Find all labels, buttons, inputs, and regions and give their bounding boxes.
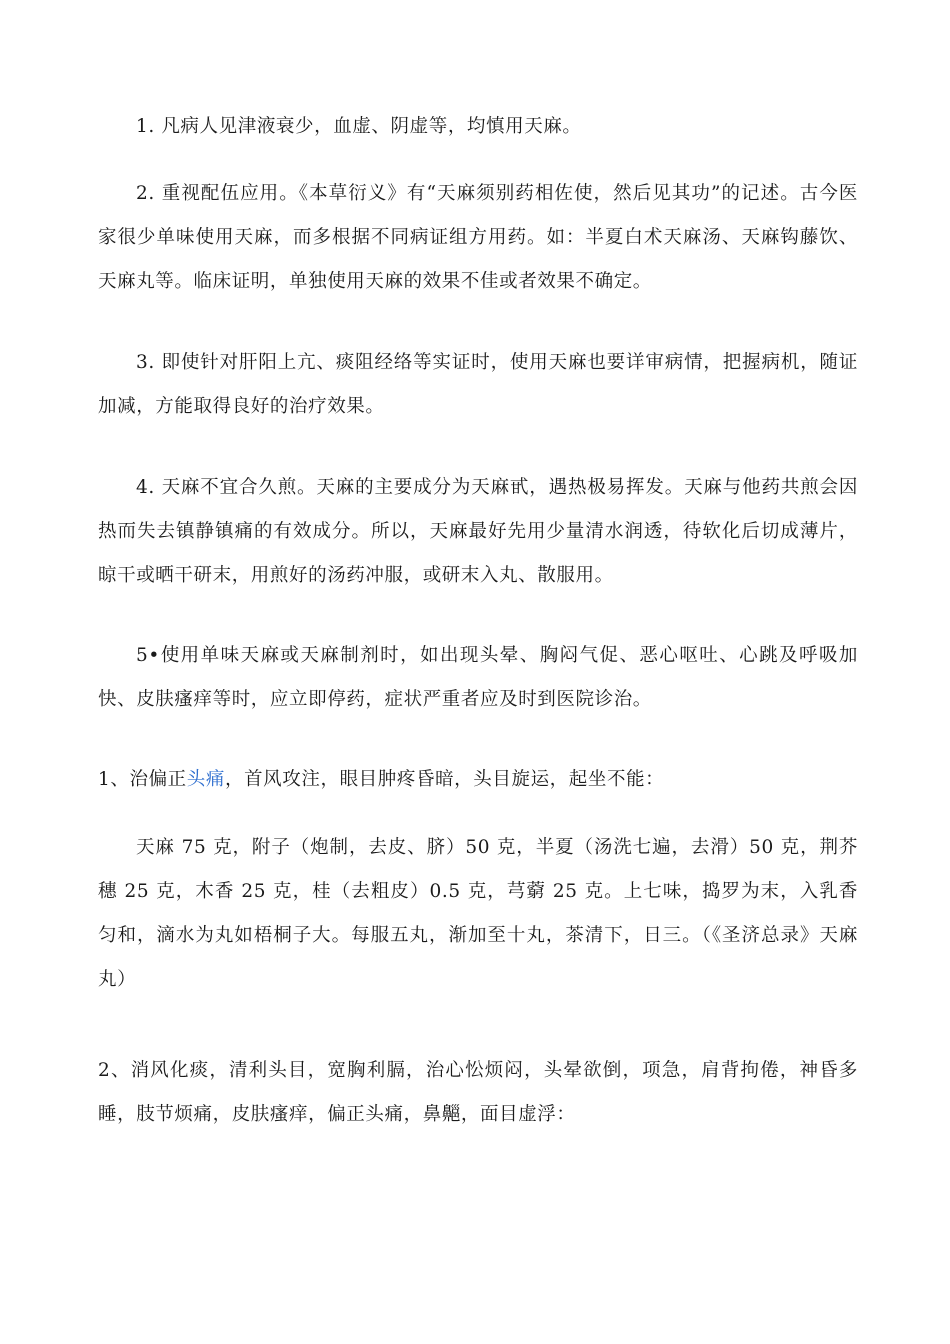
remedy-1-suffix: ，首风攻注，眼目肿疼昏暗，头目旋运，起坐不能： [224, 769, 665, 790]
headache-link[interactable]: 头痛 [186, 769, 225, 790]
remedy-1-prefix: 1、治偏正 [98, 769, 187, 790]
caution-item-5: 5•使用单味天麻或天麻制剂时，如出现头晕、胸闷气促、恶心呕吐、心跳及呼吸加快、皮肤瘙痒等时，应立即停药，症状严重者应及时到医院诊治。 [98, 645, 858, 710]
remedy-1-heading [98, 758, 858, 802]
remedy-2-heading: 2、消风化痰，清利头目，宽胸利膈，治心忪烦闷，头晕欲倒，项急，肩背拘倦，神昏多睡，肢节烦痛，皮肤瘙痒，偏正头痛，鼻齆，面目虚浮： [98, 1060, 858, 1125]
caution-item-2: 2. 重视配伍应用。《本草衍义》有“天麻须别药相佐使，然后见其功”的记述。古今医家很少单味使用天麻，而多根据不同病证组方用药。如：半夏白术天麻汤、天麻钩藤饮、天麻丸等。临床证明，单独使用天麻的效果不佳或者效果不确定。 [98, 183, 858, 292]
caution-item-1: 1. 凡病人见津液衰少，血虚、阴虚等，均慎用天麻。 [136, 116, 582, 137]
caution-item-4: 4. 天麻不宜合久煎。天麻的主要成分为天麻甙，遇热极易挥发。天麻与他药共煎会因热而失去镇静镇痛的有效成分。所以，天麻最好先用少量清水润透，待软化后切成薄片，晾干或晒干研末，用煎好的汤药冲服，或研末入丸、散服用。 [98, 477, 858, 586]
remedy-1-prescription: 天麻 75 克，附子（炮制，去皮、脐）50 克，半夏（汤洗七遍，去滑）50 克，荆芥穗 25 克，木香 25 克，桂（去粗皮）0.5 克，芎藭 25 克。上七味，捣罗为末，入乳香匀和，滴水为丸如梧桐子大。每服五丸，渐加至十丸，茶清下，日三。（《圣济总录》天麻丸） [98, 837, 858, 990]
caution-item-3: 3. 即使针对肝阳上亢、痰阻经络等实证时，使用天麻也要详审病情，把握病机，随证加减，方能取得良好的治疗效果。 [98, 352, 858, 417]
